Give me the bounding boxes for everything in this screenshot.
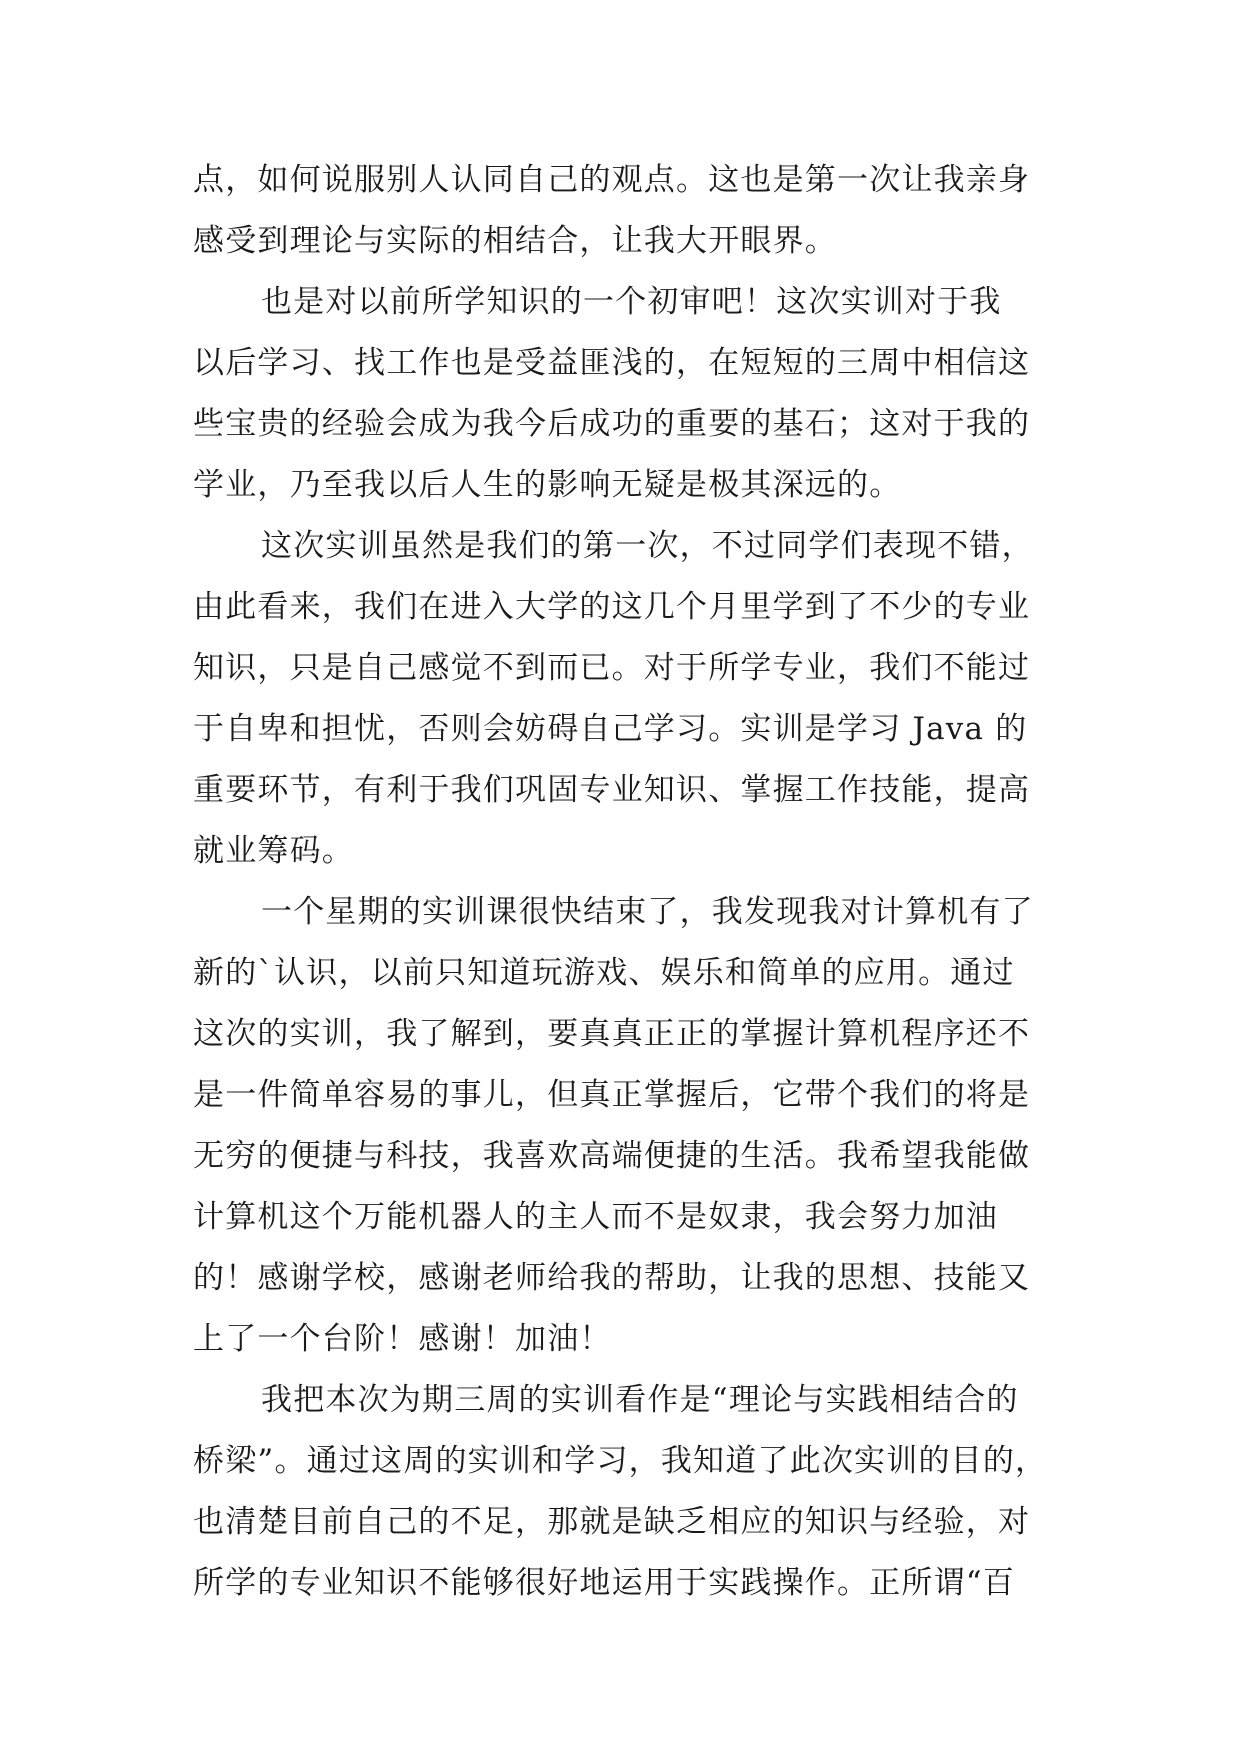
text-line: 重要环节，有利于我们巩固专业知识、掌握工作技能，提高 bbox=[193, 772, 1031, 808]
text-line: 以后学习、找工作也是受益匪浅的，在短短的三周中相信这 bbox=[193, 345, 1031, 381]
text-line: 桥梁”。通过这周的实训和学习，我知道了此次实训的目的， bbox=[193, 1443, 1048, 1479]
text-line: 也清楚目前自己的不足，那就是缺乏相应的知识与经验，对 bbox=[193, 1504, 1031, 1540]
text-line: 点，如何说服别人认同自己的观点。这也是第一次让我亲身 bbox=[193, 162, 1031, 198]
text-line: 所学的专业知识不能够很好地运用于实践操作。正所谓“百 bbox=[193, 1565, 1016, 1601]
text-line: 感受到理论与实际的相结合，让我大开眼界。 bbox=[193, 223, 837, 259]
paragraph-start-line: 也是对以前所学知识的一个初审吧！这次实训对于我 bbox=[261, 284, 1002, 320]
paragraph-start-line: 一个星期的实训课很快结束了，我发现我对计算机有了 bbox=[261, 894, 1034, 930]
text-line: 就业筹码。 bbox=[193, 833, 354, 869]
text-line: 知识，只是自己感觉不到而已。对于所学专业，我们不能过 bbox=[193, 650, 1031, 686]
text-line: 是一件简单容易的事儿，但真正掌握后，它带个我们的将是 bbox=[193, 1077, 1031, 1113]
text-line: 新的`认识，以前只知道玩游戏、娱乐和简单的应用。通过 bbox=[193, 955, 1015, 991]
text-line: 由此看来，我们在进入大学的这几个月里学到了不少的专业 bbox=[193, 589, 1031, 625]
text-line: 些宝贵的经验会成为我今后成功的重要的基石；这对于我的 bbox=[193, 406, 1031, 442]
text-line: 学业，乃至我以后人生的影响无疑是极其深远的。 bbox=[193, 467, 902, 503]
text-line: 的！感谢学校，感谢老师给我的帮助，让我的思想、技能又 bbox=[193, 1260, 1031, 1296]
text-line: 无穷的便捷与科技，我喜欢高端便捷的生活。我希望我能做 bbox=[193, 1138, 1031, 1174]
text-line: 上了一个台阶！感谢！加油！ bbox=[193, 1321, 612, 1357]
paragraph-start-line: 这次实训虽然是我们的第一次，不过同学们表现不错， bbox=[261, 528, 1034, 564]
text-line: 计算机这个万能机器人的主人而不是奴隶，我会努力加油 bbox=[193, 1199, 998, 1235]
text-line: 这次的实训，我了解到，要真真正正的掌握计算机程序还不 bbox=[193, 1016, 1031, 1052]
paragraph-start-line: 我把本次为期三周的实训看作是“理论与实践相结合的 bbox=[261, 1382, 1019, 1418]
body-text bbox=[193, 150, 1055, 1614]
text-line: 于自卑和担忧，否则会妨碍自己学习。实训是学习 Java 的 bbox=[193, 711, 1028, 747]
